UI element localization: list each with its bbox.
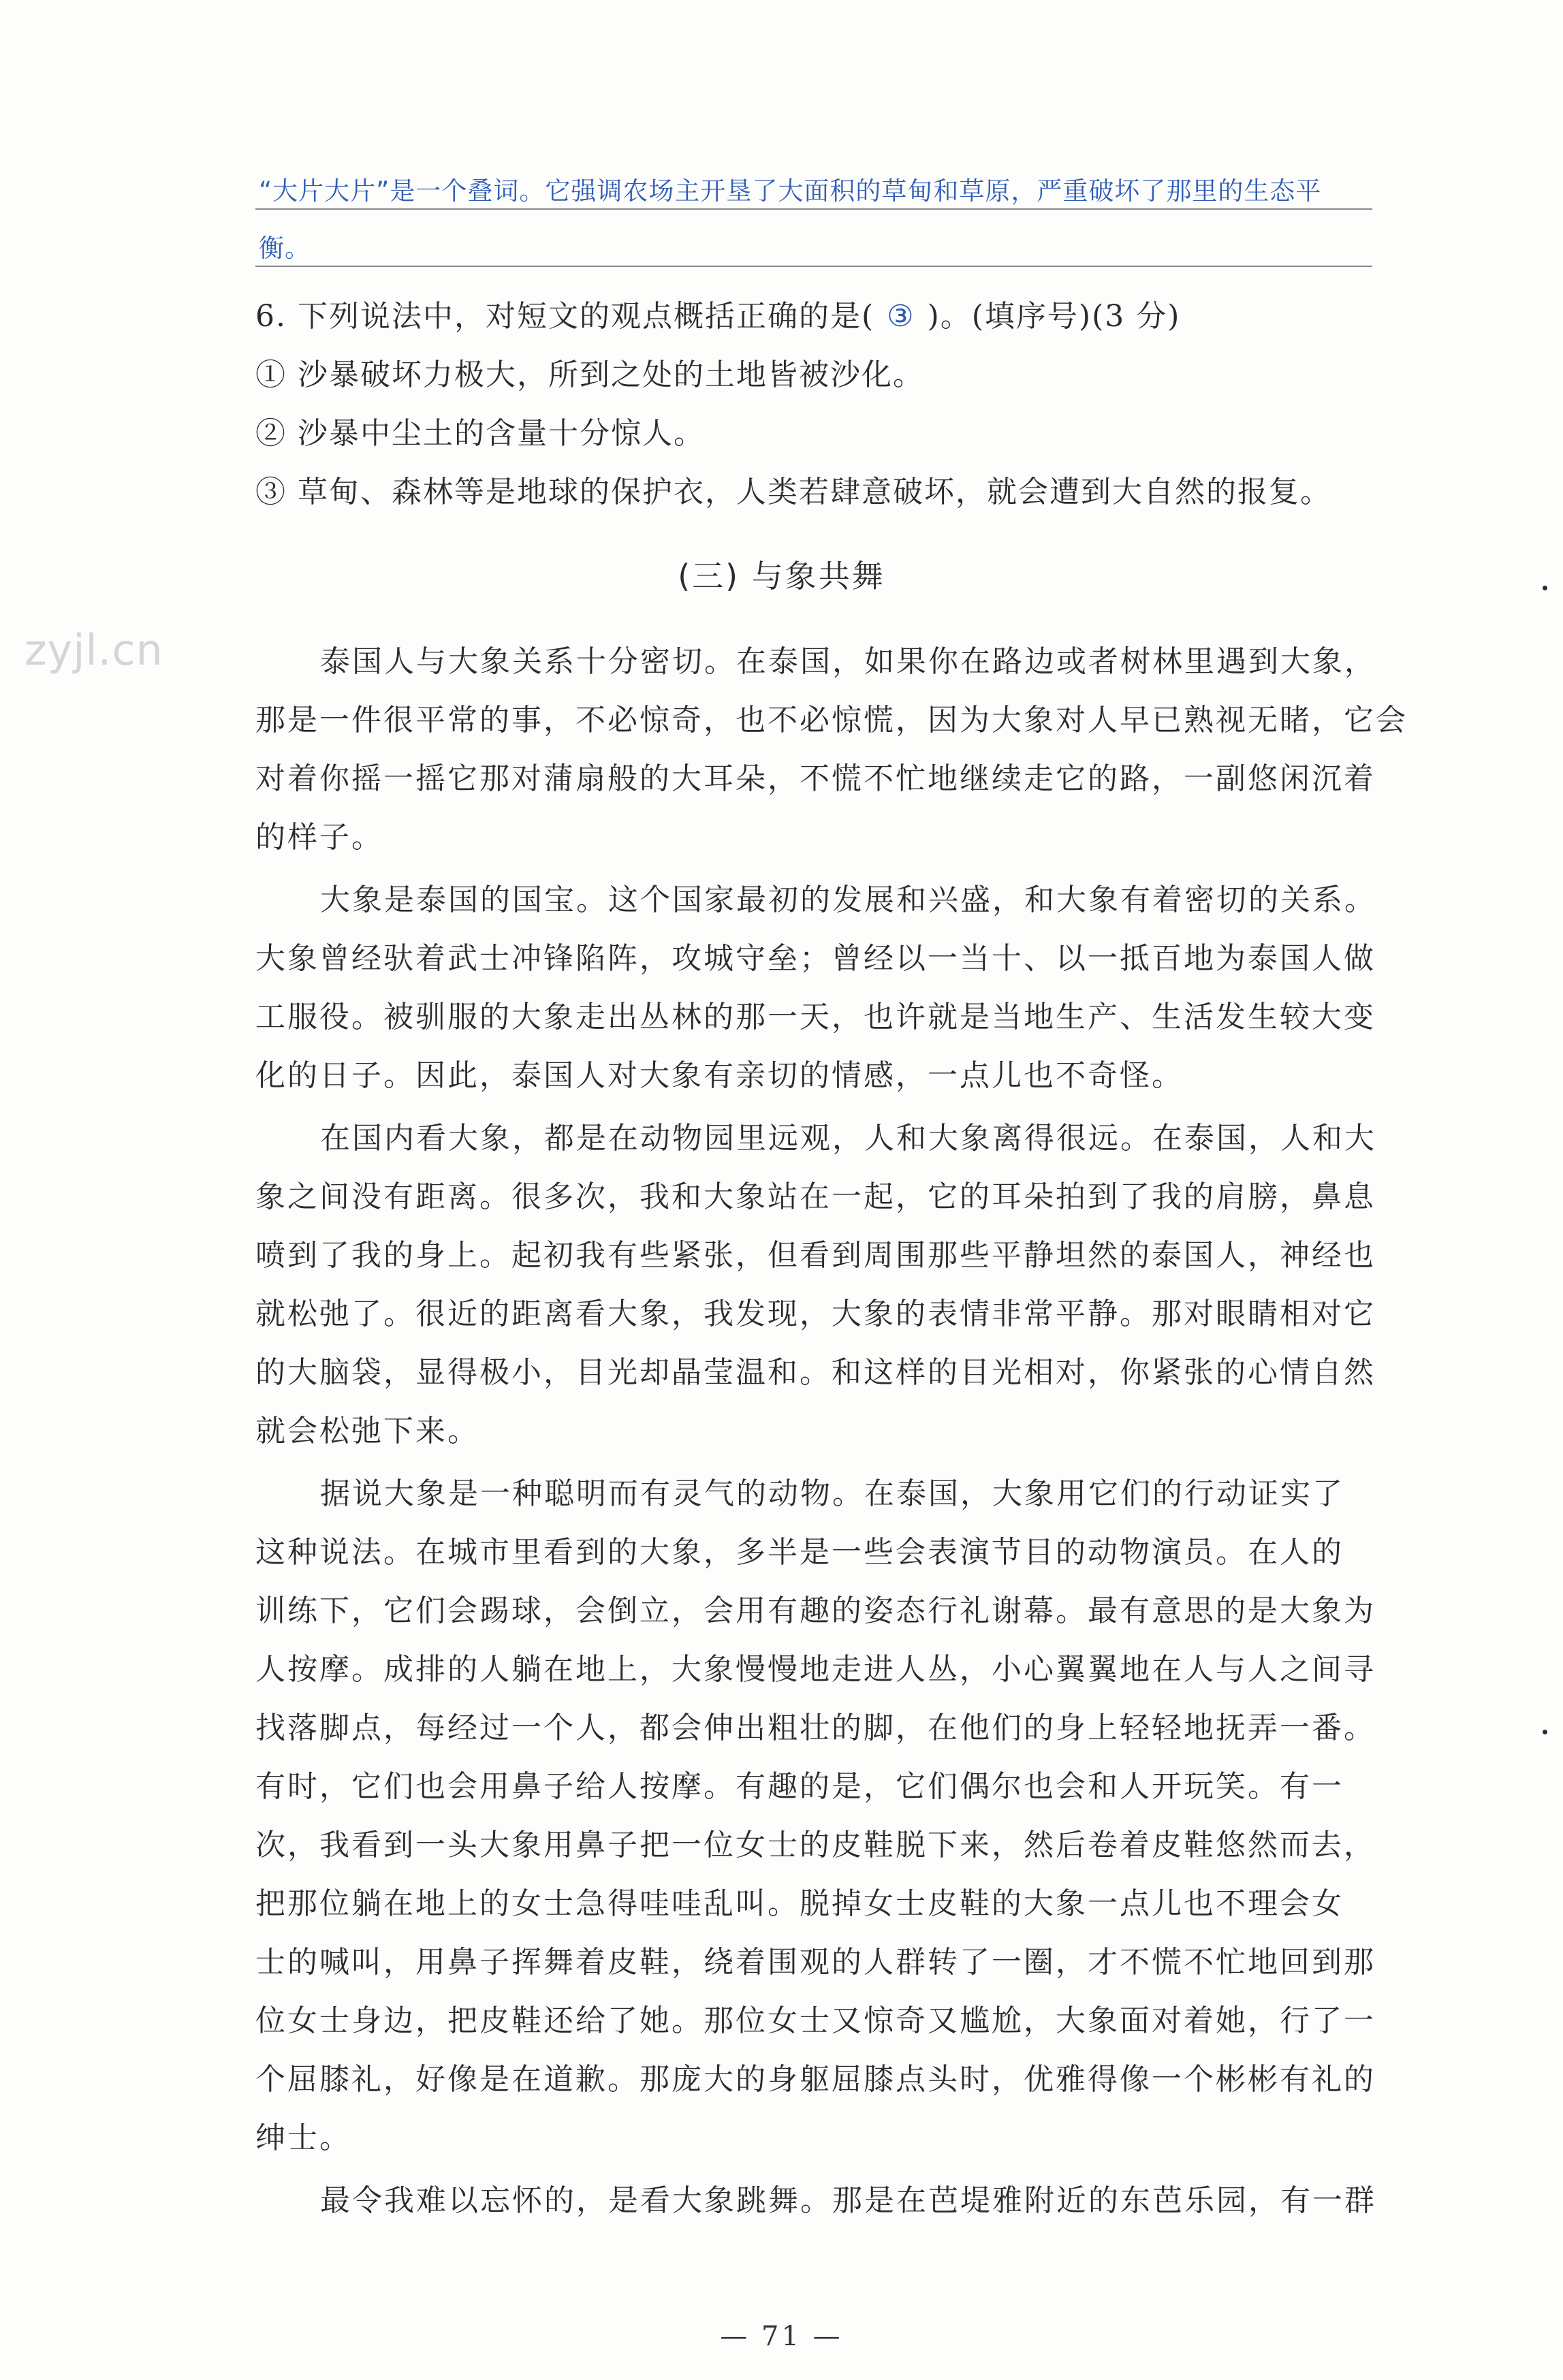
- paragraph-4-line-6: 有时，它们也会用鼻子给人按摩。有趣的是，它们偶尔也会和人开玩笑。有一: [255, 1769, 1344, 1804]
- paragraph-4-line-3: 训练下，它们会踢球，会倒立，会用有趣的姿态行礼谢幕。最有意思的是大象为: [255, 1593, 1376, 1628]
- question-6: [255, 291, 1180, 335]
- watermark: zyjl.cn: [25, 625, 163, 675]
- paragraph-3-line-3: 喷到了我的身上。起初我有些紧张，但看到周围那些平静坦然的泰国人，神经也: [255, 1238, 1376, 1273]
- paragraph-2-line-1: 大象是泰国的国宝。这个国家最初的发展和兴盛，和大象有着密切的关系。: [320, 883, 1376, 917]
- paragraph-4-line-4: 人按摩。成排的人躺在地上，大象慢慢地走进人丛，小心翼翼地在人与人之间寻: [255, 1652, 1376, 1687]
- paragraph-1-line-2: 那是一件很平常的事，不必惊奇，也不必惊慌，因为大象对人早已熟视无睹，它会: [255, 703, 1408, 737]
- paragraph-3-line-2: 象之间没有距离。很多次，我和大象站在一起，它的耳朵拍到了我的肩膀，鼻息: [255, 1179, 1376, 1214]
- paragraph-4-line-7: 次，我看到一头大象用鼻子把一位女士的皮鞋脱下来，然后卷着皮鞋悠然而去，: [255, 1828, 1376, 1862]
- paragraph-4-line-11: 个屈膝礼，好像是在道歉。那庞大的身躯屈膝点头时，优雅得像一个彬彬有礼的: [255, 2062, 1376, 2097]
- paragraph-4-line-12: 绅士。: [255, 2121, 351, 2155]
- question-6-option-2: ② 沙暴中尘土的含量十分惊人。: [255, 416, 705, 451]
- paragraph-2-line-2: 大象曾经驮着武士冲锋陷阵，攻城守垒；曾经以一当十、以一抵百地为泰国人做: [255, 941, 1376, 976]
- paragraph-3-line-4: 就松弛了。很近的距离看大象，我发现，大象的表情非常平静。那对眼睛相对它: [255, 1297, 1376, 1331]
- paragraph-4-line-1: 据说大象是一种聪明而有灵气的动物。在泰国，大象用它们的行动证实了: [320, 1476, 1344, 1511]
- paragraph-1-line-1: 泰国人与大象关系十分密切。在泰国，如果你在路边或者树林里遇到大象，: [320, 644, 1376, 679]
- paragraph-4-line-10: 位女士身边，把皮鞋还给了她。那位女士又惊奇又尴尬，大象面对着她，行了一: [255, 2003, 1376, 2038]
- answer-text-line-1: “大片大片”是一个叠词。它强调农场主开垦了大面积的草甸和草原，严重破坏了那里的生态平: [259, 176, 1322, 206]
- paragraph-1-line-3: 对着你摇一摇它那对蒲扇般的大耳朵，不慌不忙地继续走它的路，一副悠闲沉着: [255, 761, 1376, 796]
- answer-rule-1: [255, 208, 1372, 210]
- paragraph-4-line-2: 这种说法。在城市里看到的大象，多半是一些会表演节目的动物演员。在人的: [255, 1535, 1344, 1570]
- question-6-suffix: )。(填序号)(3 分): [927, 299, 1181, 334]
- question-6-option-3: ③ 草甸、森林等是地球的保护衣，人类若肆意破坏，就会遭到大自然的报复。: [255, 475, 1331, 509]
- paragraph-3-line-6: 就会松弛下来。: [255, 1414, 479, 1448]
- page-number: — 71 —: [720, 2321, 843, 2352]
- paragraph-4-line-8: 把那位躺在地上的女士急得哇哇乱叫。脱掉女士皮鞋的大象一点儿也不理会女: [255, 1886, 1344, 1921]
- paragraph-3-line-5: 的大脑袋，显得极小，目光却晶莹温和。和这样的目光相对，你紧张的心情自然: [255, 1355, 1376, 1390]
- answer-text-line-2: 衡。: [259, 234, 311, 263]
- question-6-answer: ③: [887, 299, 915, 334]
- paragraph-3-line-1: 在国内看大象，都是在动物园里远观，人和大象离得很远。在泰国，人和大: [320, 1121, 1376, 1156]
- answer-rule-2: [255, 266, 1372, 267]
- paragraph-4-line-5: 找落脚点，每经过一个人，都会伸出粗壮的脚，在他们的身上轻轻地抚弄一番。: [255, 1711, 1376, 1745]
- paragraph-4-line-9: 士的喊叫，用鼻子挥舞着皮鞋，绕着围观的人群转了一圈，才不慌不忙地回到那: [255, 1945, 1376, 1980]
- question-6-option-1: ① 沙暴破坏力极大，所到之处的土地皆被沙化。: [255, 358, 924, 392]
- paragraph-2-line-4: 化的日子。因此，泰国人对大象有亲切的情感，一点儿也不奇怪。: [255, 1058, 1184, 1093]
- scan-dot: [1543, 1730, 1547, 1734]
- paragraph-1-line-4: 的样子。: [255, 820, 383, 855]
- section-title: (三) 与象共舞: [678, 558, 885, 594]
- paragraph-2-line-3: 工服役。被驯服的大象走出丛林的那一天，也许就是当地生产、生活发生较大变: [255, 1000, 1376, 1034]
- scan-dot: [1543, 586, 1547, 590]
- paragraph-5-line-1: 最令我难以忘怀的，是看大象跳舞。那是在芭堤雅附近的东芭乐园，有一群: [320, 2183, 1376, 2218]
- question-6-prefix: 6. 下列说法中，对短文的观点概括正确的是(: [255, 299, 875, 334]
